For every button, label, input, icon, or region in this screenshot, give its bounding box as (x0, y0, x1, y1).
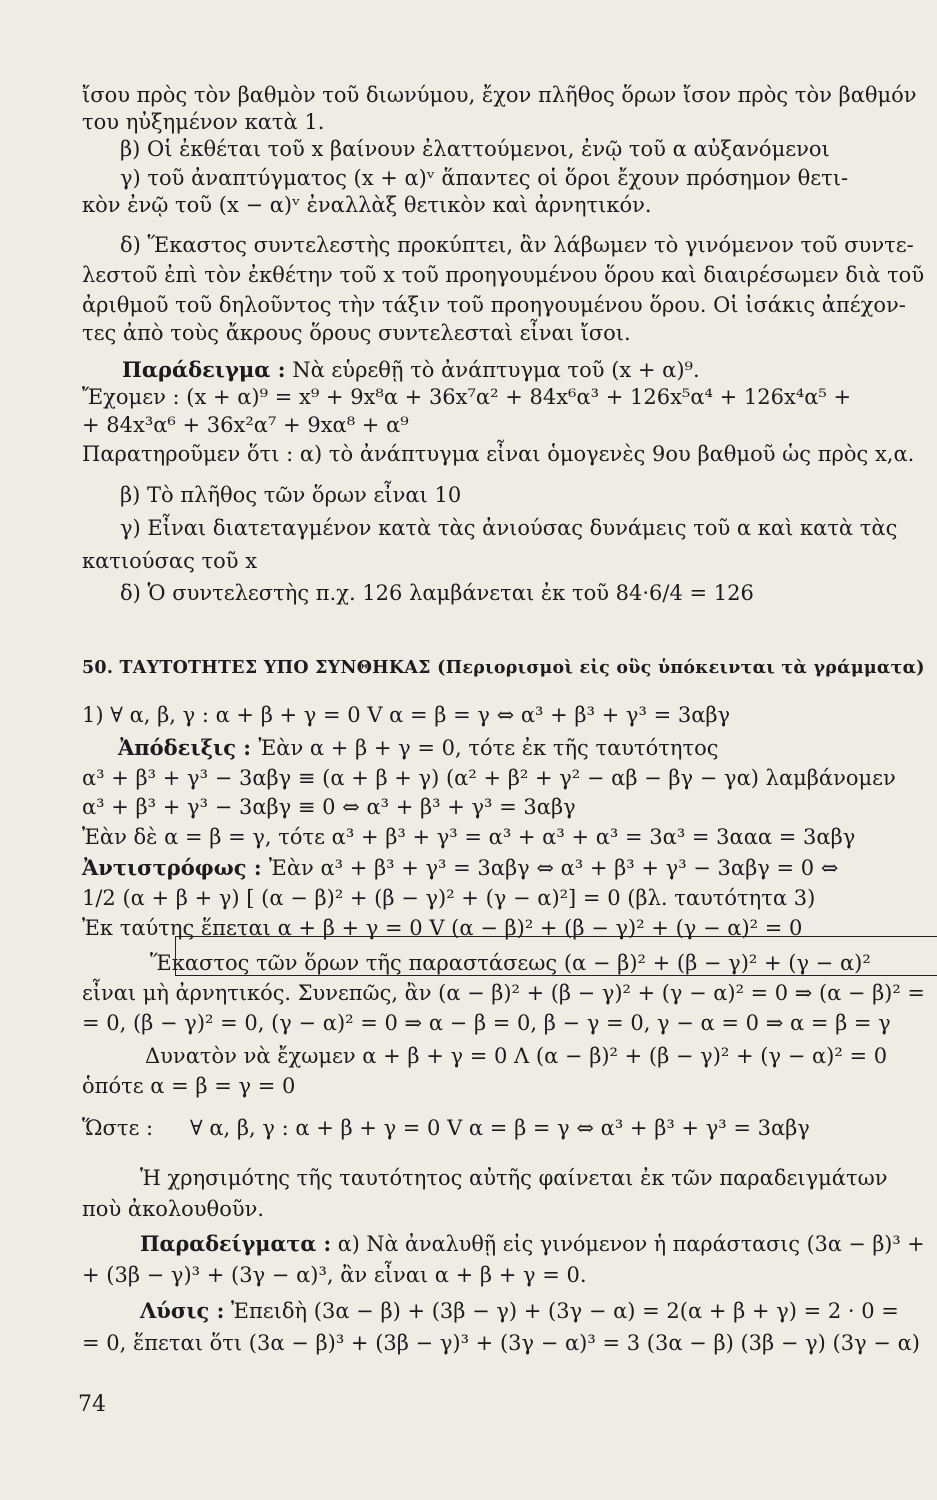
text-line: + 84x³α⁶ + 36x²α⁷ + 9xα⁸ + α⁹ (82, 413, 409, 437)
text-line: Ἔχομεν : (x + α)⁹ = x⁹ + 9x⁸α + 36x⁷α² + 84x⁶α³ + 126x⁵α⁴ + 126x⁴α⁵ + (82, 385, 852, 409)
text-line: Δυνατὸν νὰ ἔχωμεν α + β + γ = 0 Λ (α − β)² + (β − γ)² + (γ − α)² = 0 (145, 1044, 888, 1068)
text-line: ποὺ ἀκολουθοῦν. (82, 1197, 265, 1221)
text-line: τες ἀπὸ τοὺς ἄκρους ὅρους συντελεσταὶ εἶναι ἴσοι. (82, 321, 631, 345)
text-line: λεστοῦ ἐπὶ τὸν ἐκθέτην τοῦ x τοῦ προηγουμένου ὅρου καὶ διαιρέσωμεν διὰ τοῦ (82, 263, 925, 287)
text-line: Λύσις : Ἐπειδὴ (3α − β) + (3β − γ) + (3γ − α) = 2(α + β + γ) = 2 · 0 = (140, 1298, 899, 1323)
text-line: ἴσου πρὸς τὸν βαθμὸν τοῦ διωνύμου, ἔχον πλῆθος ὅρων ἴσον πρὸς τὸν βαθμόν (82, 83, 917, 107)
text-line: κατιούσας τοῦ x (82, 549, 258, 573)
text-line: 1/2 (α + β + γ) [ (α − β)² + (β − γ)² + (γ − α)²] = 0 (βλ. ταυτότητα 3) (82, 886, 816, 910)
text-line: = 0, (β − γ)² = 0, (γ − α)² = 0 ⇒ α − β = 0, β − γ = 0, γ − α = 0 ⇒ α = β = γ (82, 1011, 891, 1035)
text-line: γ) Εἶναι διατεταγμένον κατὰ τὰς ἀνιούσας δυνάμεις τοῦ α καὶ κατὰ τὰς (120, 516, 898, 540)
text-line: ὁπότε α = β = γ = 0 (82, 1074, 296, 1098)
text-line: Ὥστε : (82, 1116, 154, 1140)
page-number: 74 (78, 1392, 106, 1417)
text-line: β) Οἱ ἐκθέται τοῦ x βαίνουν ἐλαττούμενοι, ἐνῷ τοῦ α αὐξανόμενοι (120, 137, 830, 161)
text-line: ἀριθμοῦ τοῦ δηλοῦντος τὴν τάξιν τοῦ προηγουμένου ὅρου. Οἱ ἰσάκις ἀπέχον- (82, 293, 906, 317)
text-line: Ἐὰν δὲ α = β = γ, τότε α³ + β³ + γ³ = α³ + α³ + α³ = 3α³ = 3ααα = 3αβγ (82, 825, 856, 849)
text-line: δ) Ὁ συντελεστὴς π.χ. 126 λαμβάνεται ἐκ τοῦ 84·6/4 = 126 (120, 581, 754, 605)
text-line: Ἐκ ταύτης ἕπεται α + β + γ = 0 V (α − β)² + (β − γ)² + (γ − α)² = 0 (82, 916, 803, 940)
text-line: Ἀπόδειξις : Ἐὰν α + β + γ = 0, τότε ἐκ τῆς ταυτότητος (118, 735, 719, 760)
text-line: κὸν ἐνῷ τοῦ (x − α)ᵛ ἐναλλὰξ θετικὸν καὶ ἀρνητικόν. (82, 193, 652, 217)
text-line: = 0, ἕπεται ὅτι (3α − β)³ + (3β − γ)³ + (3γ − α)³ = 3 (3α − β) (3β − γ) (3γ − α) (82, 1331, 920, 1355)
section-heading: 50. ΤΑΥΤΟΤΗΤΕΣ ΥΠΟ ΣΥΝΘΗΚΑΣ (Περιορισμοὶ εἰς οὓς ὑπόκεινται τὰ γράμματα) (82, 657, 925, 678)
text-line: γ) τοῦ ἀναπτύγματος (x + α)ᵛ ἅπαντες οἱ ὅροι ἔχουν πρόσημον θετι- (120, 166, 849, 190)
text-line: Ἡ χρησιμότης τῆς ταυτότητος αὐτῆς φαίνεται ἐκ τῶν παραδειγμάτων (140, 1166, 888, 1190)
text-line: δ) Ἕκαστος συντελεστὴς προκύπτει, ἂν λάβωμεν τὸ γινόμενον τοῦ συντε- (120, 233, 914, 257)
text-line: Παραδείγματα : α) Νὰ ἀναλυθῇ εἰς γινόμενον ἡ παράστασις (3α − β)³ + (140, 1231, 925, 1256)
text-line: ∀ α, β, γ : α + β + γ = 0 V α = β = γ ⇔ α³ + β³ + γ³ = 3αβγ (190, 1116, 810, 1140)
text-line: β) Τὸ πλῆθος τῶν ὅρων εἶναι 10 (120, 483, 462, 507)
text-line: α³ + β³ + γ³ − 3αβγ ≡ 0 ⇔ α³ + β³ + γ³ = 3αβγ (82, 795, 576, 819)
text-line: εἶναι μὴ ἀρνητικός. Συνεπῶς, ἂν (α − β)² + (β − γ)² + (γ − α)² = 0 ⇒ (α − β)² = (82, 981, 925, 1005)
text-line: Ἕκαστος τῶν ὅρων τῆς παραστάσεως (α − β)² + (β − γ)² + (γ − α)² (150, 951, 871, 975)
text-line: Ἀντιστρόφως : Ἐὰν α³ + β³ + γ³ = 3αβγ ⇔ α³ + β³ + γ³ − 3αβγ = 0 ⇔ (82, 855, 839, 880)
text-line: + (3β − γ)³ + (3γ − α)³, ἂν εἶναι α + β + γ = 0. (82, 1263, 587, 1287)
text-line: Παρατηροῦμεν ὅτι : α) τὸ ἀνάπτυγμα εἶναι ὁμογενὲς 9ου βαθμοῦ ὡς πρὸς x,α. (82, 442, 915, 466)
text-line: α³ + β³ + γ³ − 3αβγ ≡ (α + β + γ) (α² + β² + γ² − αβ − βγ − γα) λαμβάνομεν (82, 766, 896, 790)
text-line: του ηὐξημένον κατὰ 1. (82, 110, 325, 134)
text-line: 1) ∀ α, β, γ : α + β + γ = 0 V α = β = γ ⇔ α³ + β³ + γ³ = 3αβγ (82, 703, 731, 727)
text-line: Παράδειγμα : Νὰ εὑρεθῇ τὸ ἀνάπτυγμα τοῦ (x + α)⁹. (122, 357, 700, 382)
